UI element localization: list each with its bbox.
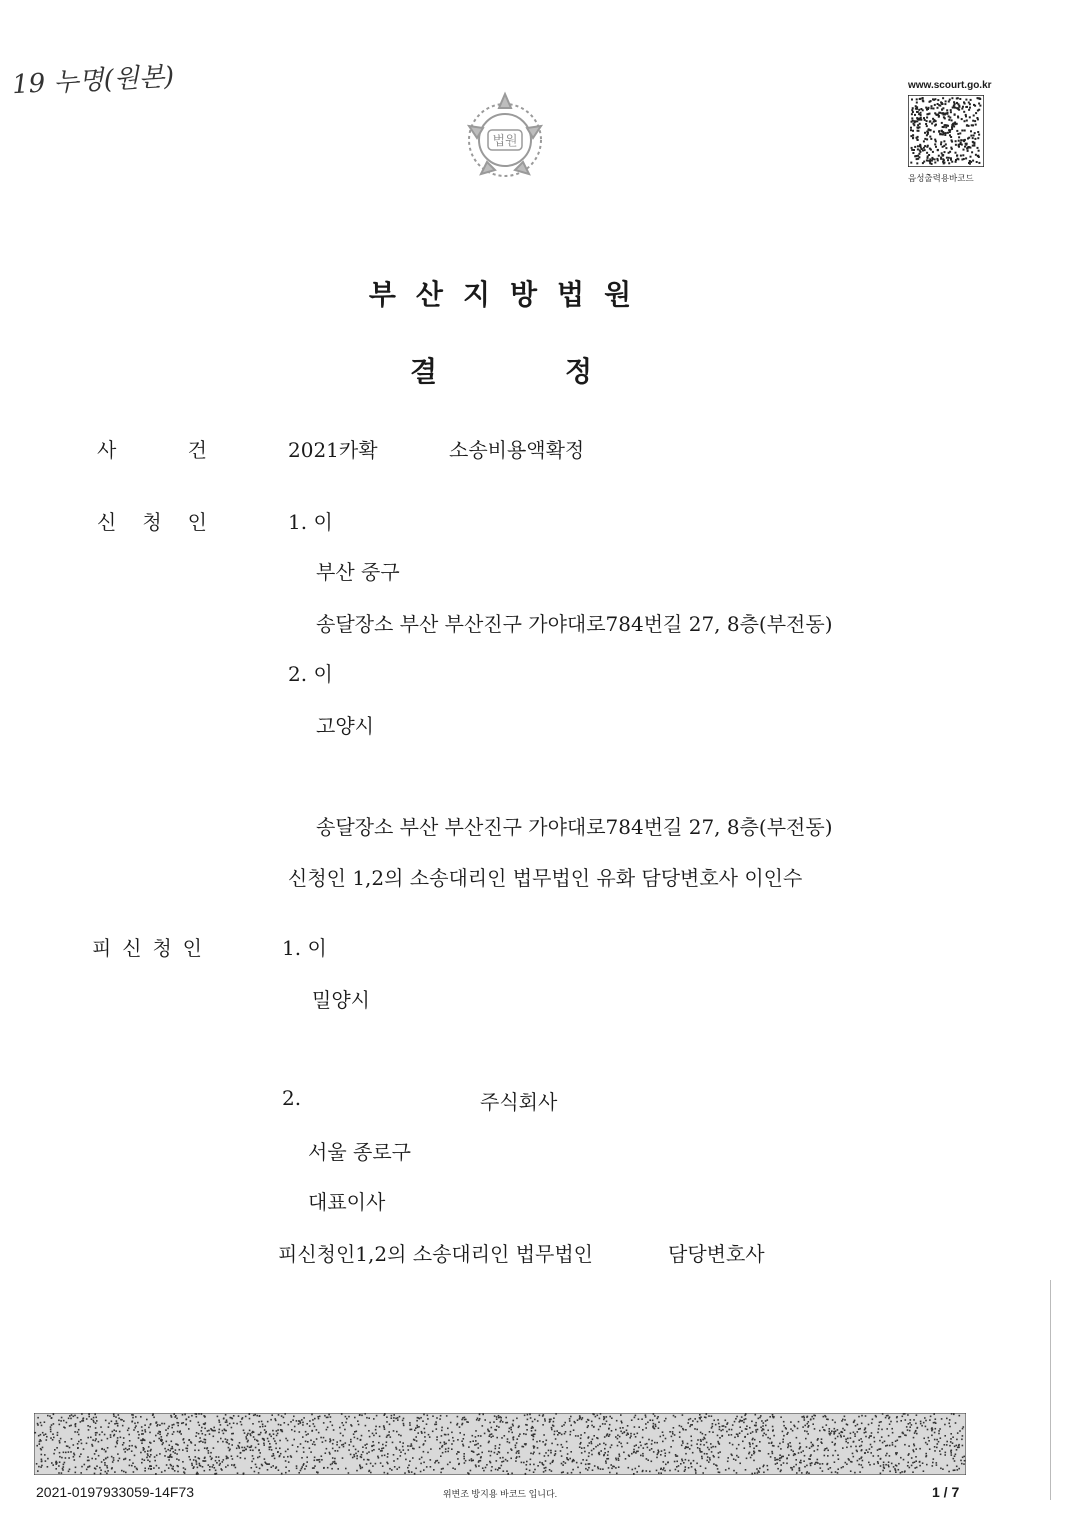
applicant-label: 신 청 인 bbox=[97, 510, 207, 534]
footer-note: 위변조 방지용 바코드 입니다. bbox=[442, 1489, 558, 1499]
applicant-1-service-address: 송달장소 부산 부산진구 가야대로784번길 27, 8층(부전동) bbox=[316, 612, 833, 636]
applicant-1-name: 1. 이 bbox=[288, 510, 333, 534]
respondent-label: 피 신 청 인 bbox=[92, 936, 202, 960]
handwritten-note: 19 누명(원본) bbox=[11, 61, 175, 101]
case-title: 소송비용액확정 bbox=[449, 438, 585, 462]
respondent-2-company: 주식회사 bbox=[480, 1090, 558, 1114]
applicant-1-address: 부산 중구 bbox=[316, 560, 400, 584]
svg-text:법원: 법원 bbox=[492, 134, 518, 149]
respondent-1-name: 1. 이 bbox=[282, 936, 327, 960]
case-label: 사 건 bbox=[97, 438, 207, 462]
case-number: 2021카확 bbox=[288, 438, 378, 462]
anti-forgery-barcode bbox=[34, 1413, 966, 1475]
page-number: 1 / 7 bbox=[932, 1484, 960, 1500]
court-name: 부산지방법원 bbox=[368, 278, 652, 311]
respondent-1-address: 밀양시 bbox=[312, 988, 370, 1012]
qr-code-icon bbox=[908, 95, 984, 167]
qr-url: www.scourt.go.kr bbox=[908, 80, 992, 91]
applicant-2-address: 고양시 bbox=[316, 714, 374, 738]
applicant-agent: 신청인 1,2의 소송대리인 법무법인 유화 담당변호사 이인수 bbox=[288, 866, 803, 890]
respondent-2-address: 서울 종로구 bbox=[308, 1140, 411, 1164]
document-number: 2021-0197933059-14F73 bbox=[36, 1484, 195, 1500]
decision-title-part2: 정 bbox=[565, 355, 593, 388]
court-emblem-icon bbox=[455, 88, 555, 188]
respondent-agent-lawyer: 담당변호사 bbox=[668, 1242, 765, 1266]
applicant-2-service-address: 송달장소 부산 부산진구 가야대로784번길 27, 8층(부전동) bbox=[316, 815, 833, 839]
respondent-2-number: 2. bbox=[282, 1086, 302, 1110]
respondent-2-representative: 대표이사 bbox=[308, 1190, 386, 1214]
page-edge-line bbox=[1050, 1280, 1051, 1500]
respondent-agent: 피신청인1,2의 소송대리인 법무법인 bbox=[278, 1242, 594, 1266]
decision-title-part1: 결 bbox=[410, 355, 438, 388]
applicant-2-name: 2. 이 bbox=[288, 662, 333, 686]
qr-caption: 음성출력용바코드 bbox=[908, 173, 974, 183]
